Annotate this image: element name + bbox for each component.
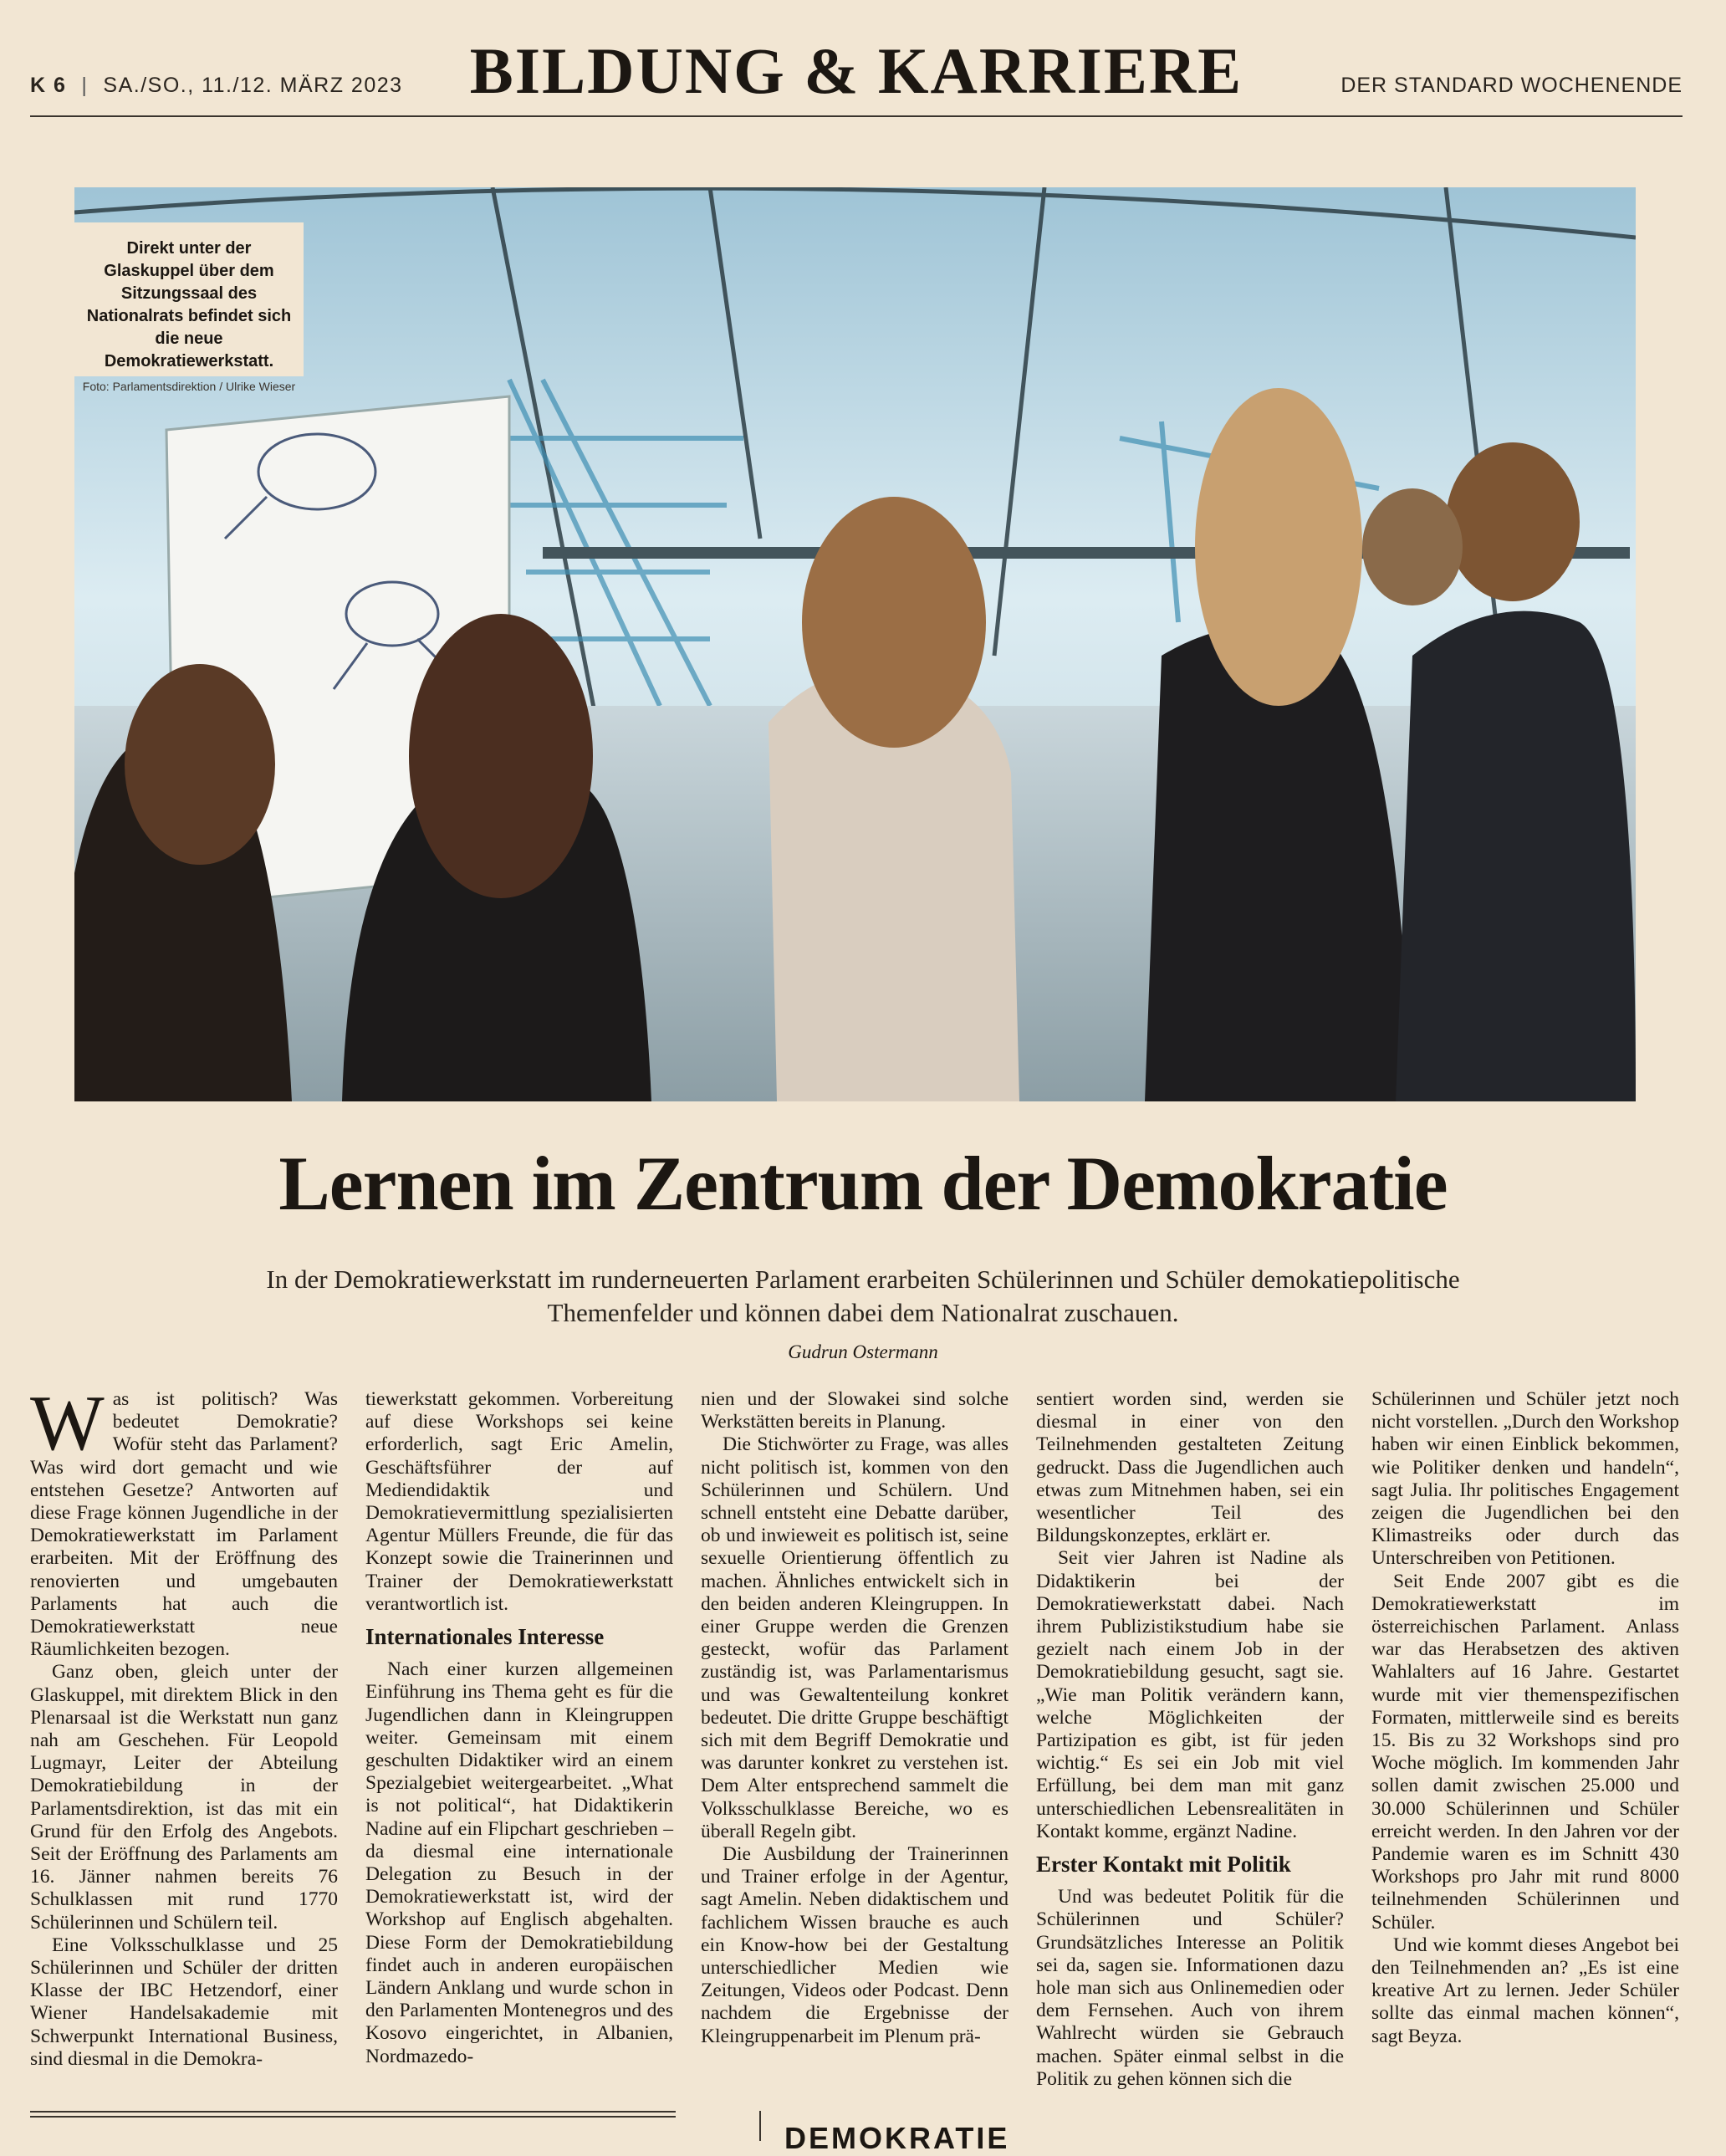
- paragraph: Schülerinnen und Schüler jetzt noch nicht vorstellen. „Durch den Workshop haben wir einen Einblick bekommen, wie Politiker denken und handeln“, sagt Julia. Ihr politisches Engagement zeigen die Jugendlichen bei den Klimastreiks oder durch das Unterschreiben von Petitionen.: [1371, 1388, 1679, 1570]
- article-photo: [74, 187, 1636, 1101]
- article-column-4: [1036, 1388, 1344, 2091]
- drop-cap: W: [30, 1380, 105, 1467]
- subheading: Erster Kontakt mit Politik: [1036, 1852, 1291, 1878]
- publication-name: DER STANDARD WOCHENENDE: [1340, 74, 1683, 97]
- photo-illustration: [74, 187, 1636, 1101]
- article-author: Gudrun Ostermann: [788, 1341, 938, 1362]
- article-column-3: [701, 1388, 1009, 2048]
- paragraph: Eine Volksschulklasse und 25 Schülerinnen und Schüler der dritten Klasse der IBC Hetzendorf, einer Wiener Handelsakademie mit Schwerpunkt International Business, sind diesmal in die Demokra-: [30, 1934, 338, 2070]
- paragraph: sentiert worden sind, werden sie diesmal in einer von den Teilnehmenden gestalteten Zeitung gedruckt. Dass die Jugendlichen auch etwas zum Mitnehmen haben, sei ein wesentlicher Teil des Bildungskonzeptes, erklärt er.: [1036, 1388, 1344, 1547]
- photo-credit: Foto: Parlamentsdirektion / Ulrike Wieser: [82, 380, 296, 393]
- paragraph: Und was bedeutet Politik für die Schülerinnen und Schüler? Grundsätzliches Interesse an Politik sei da, sagen sie. Informationen dazu hole man sich aus Onlinemedien oder dem Fernsehen. Auch von ihrem Wahlrecht würden sie Gebrauch machen. Später einmal selbst in die Politik zu gehen können sich die: [1036, 1886, 1344, 2090]
- paragraph: Nach einer kurzen allgemeinen Einführung ins Thema geht es für die Jugendlichen dann in Kleingruppen weiter. Gemeinsam mit einem geschulten Didaktiker wird an einem Spezialgebiet weitergearbeitet. „What is not political“, hat Didaktikerin Nadine auf ein Flipchart geschrieben – da diesmal eine internationale Delegation zu Besuch in der Demokratiewerkstatt ist, wird der Workshop auf Englisch abgehalten. Diese Form der Demokratiebildung findet auch in anderen europäischen Ländern Anklang und wurde schon in den Parlamenten Montenegros und des Kosovo eingerichtet, in Albanien, Nordmazedo-: [365, 1658, 673, 2067]
- article-column-5: [1371, 1388, 1679, 2048]
- photo-caption: Direkt unter der Glaskuppel über dem Sitzungssaal des Nationalrats befindet sich die neue Demokratiewerkstatt.: [86, 239, 292, 370]
- paragraph: tiewerkstatt gekommen. Vorbereitung auf diese Workshops sei keine erforderlich, sagt Eric Amelin, Geschäftsführer der auf Mediendidaktik und Demokratievermittlung spezialisierten Agentur Müllers Freunde, die für das Konzept sowie die Trainerinnen und Trainer der Demokratiewerkstatt verantwortlich ist.: [365, 1388, 673, 1615]
- paragraph: Die Ausbildung der Trainerinnen und Trainer erfolge in der Agentur, sagt Amelin. Neben didaktischem und fachlichem Wissen brauche es auch ein Know-how bei der Gestaltung unterschiedlicher Medien wie Zeitungen, Videos oder Podcast. Denn nachdem die Ergebnisse der Kleingruppenarbeit im Plenum prä-: [701, 1843, 1009, 2047]
- footer-divider: [759, 2111, 761, 2141]
- subheading: Internationales Interesse: [365, 1624, 605, 1650]
- article-headline: Lernen im Zentrum der Demokratie: [278, 1141, 1448, 1226]
- paragraph: Seit vier Jahren ist Nadine als Didaktikerin bei der Demokratiewerkstatt dabei. Nach ihrem Publizistikstudium habe sie gezielt nach einem Job in der Demokratiebildung gesucht, sagt sie. „Wie man Politik verändern kann, welche Möglichkeiten der Partizipation es gibt, ist für jeden wichtig.“ Es sei ein Job mit viel Erfüllung, bei dem man mit ganz unterschiedlichen Lebensrealitäten in Kontakt komme, ergänzt Nadine.: [1036, 1547, 1344, 1842]
- paragraph-text: as ist politisch? Was bedeutet Demokratie? Wofür steht das Parlament? Was wird dort gemacht und wie entstehen Gesetze? Antworten auf diese Frage können Jugendliche in der Demokratiewerkstatt im Parlament erarbeiten. Mit der Eröffnung des renovierten und umgebauten Parlaments hat auch die Demokratiewerkstatt neue Räumlichkeiten bezogen.: [30, 1388, 338, 1661]
- footer-rule: [30, 2111, 676, 2118]
- separator: |: [81, 74, 89, 97]
- paragraph: Die Stichwörter zu Frage, was alles nicht politisch ist, kommen von den Schülerinnen und Schülern. Und schnell entsteht eine Debatte darüber, ob und inwieweit es politisch ist, seine sexuelle Orientierung öffentlich zu machen. Ähnliches entwickelt sich in den beiden anderen Kleingruppen. In einer Gruppe werden die Grenzen gesteckt, wofür das Parlament zuständig ist, was Parlamentarismus und was Gewaltenteilung konkret bedeutet. Die dritte Gruppe beschäftigt sich mit dem Begriff Demokratie und was darunter konkret zu verstehen ist. Dem Alter entsprechend sammelt die Volksschulklasse Bereiche, wo es überall Regeln gibt.: [701, 1433, 1009, 1842]
- page-number: K 6: [30, 74, 67, 97]
- next-article-kicker: DEMOKRATIE: [784, 2121, 1010, 2155]
- page-header: [30, 30, 1683, 117]
- photo-caption-box: [74, 222, 304, 393]
- paragraph: [30, 1380, 338, 1661]
- article-column-1: [30, 1380, 338, 2071]
- section-title: BILDUNG & KARRIERE: [469, 34, 1243, 107]
- article-subhead: In der Demokratiewerkstatt im runderneuerten Parlament erarbeiten Schülerinnen und Schüler demokatiepolitische Themenfelder und können dabei dem Nationalrat zuschauen.: [266, 1264, 1460, 1327]
- paragraph: nien und der Slowakei sind solche Werkstätten bereits in Planung.: [701, 1388, 1009, 1433]
- issue-date: SA./SO., 11./12. MÄRZ 2023: [103, 74, 403, 97]
- article-column-2: [365, 1388, 673, 2068]
- paragraph: Und wie kommt dieses Angebot bei den Teilnehmenden an? „Es ist eine kreative Art zu lernen. Jeder Schüler sollte das einmal machen können“, sagt Beyza.: [1371, 1934, 1679, 2047]
- paragraph: Seit Ende 2007 gibt es die Demokratiewerkstatt im österreichischen Parlament. Anlass war das Herabsetzen des aktiven Wahlalters auf 16 Jahre. Gestartet wurde mit vier themenspezifischen Formaten, mittlerweile sind es bereits 15. Bis zu 32 Workshops sind pro Woche möglich. Im kommenden Jahr sollen damit zwischen 25.000 und 30.000 Schülerinnen und Schüler erreicht werden. In den Jahren vor der Pandemie waren es im Schnitt 430 Workshops pro Jahr mit rund 8000 teilnehmenden Schülerinnen und Schüler.: [1371, 1570, 1679, 1934]
- paragraph: Ganz oben, gleich unter der Glaskuppel, mit direktem Blick in den Plenarsaal ist die Werkstatt nun ganz nah am Geschehen. Für Leopold Lugmayr, Leiter der Abteilung Demokratiebildung in der Parlamentsdirektion, ist das mit ein Grund für den Erfolg des Angebots. Seit der Eröffnung des Parlaments am 16. Jänner nahmen bereits 76 Schulklassen mit rund 1770 Schülerinnen und Schülern teil.: [30, 1661, 338, 1934]
